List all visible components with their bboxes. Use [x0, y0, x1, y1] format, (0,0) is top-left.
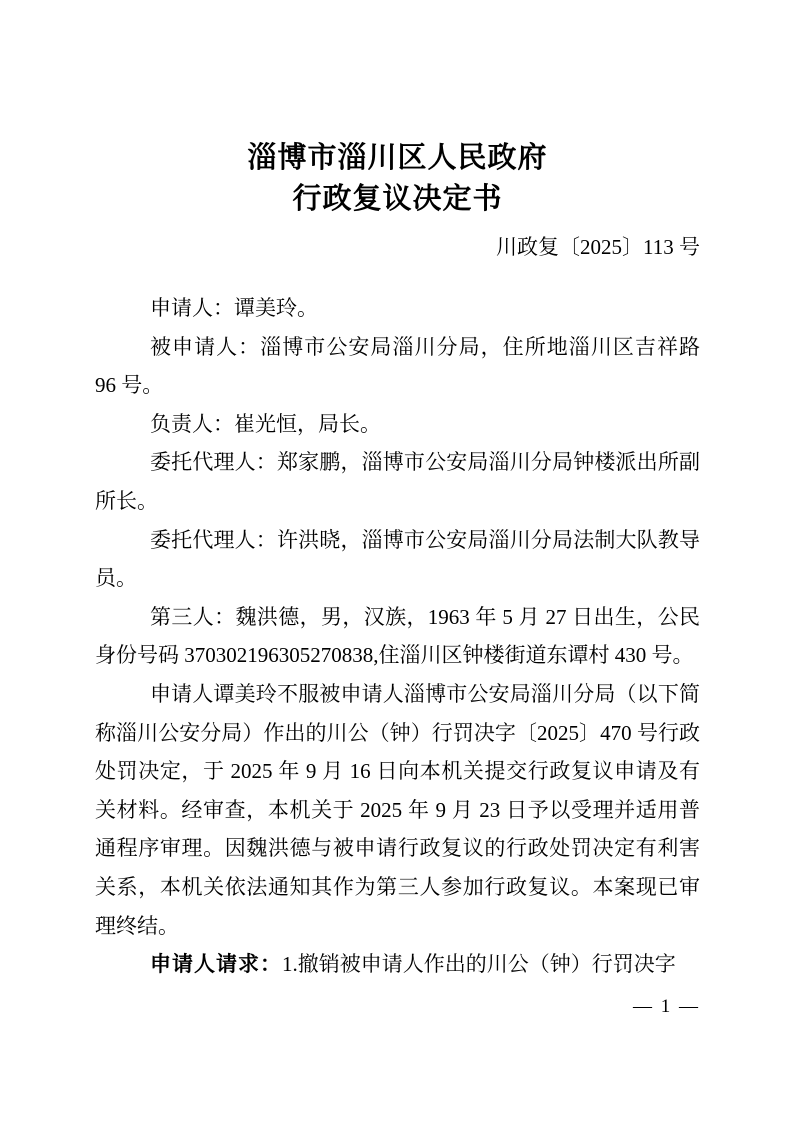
paragraph — [95, 945, 700, 985]
document-number: 川政复〔2025〕113 号 — [496, 235, 700, 259]
paragraph — [95, 289, 700, 328]
paragraph — [95, 405, 700, 444]
paragraph-text: 委托代理人：郑家鹏，淄博市公安局淄川分局钟楼派出所副所长。 — [95, 450, 700, 513]
document-content — [0, 138, 794, 1020]
paragraph-text: 被申请人：淄博市公安局淄川分局，住所地淄川区吉祥路 96 号。 — [95, 334, 700, 398]
paragraph-text: 负责人：崔光恒，局长。 — [150, 411, 381, 436]
document-title-line2: 行政复议决定书 — [292, 183, 503, 215]
document-title-line1: 淄博市淄川区人民政府 — [247, 142, 548, 174]
paragraph-text: 申请人：谭美玲。 — [150, 296, 318, 320]
paragraph — [95, 675, 700, 945]
paragraph-text: 1.撤销被申请人作出的川公（钟）行罚决字 — [282, 952, 676, 977]
paragraph-text: 委托代理人：许洪晓，淄博市公安局淄川分局法制大队教导员。 — [95, 527, 700, 591]
paragraph — [95, 521, 700, 598]
paragraph-text: 申请人谭美玲不服被申请人淄博市公安局淄川分局（以下简称淄川公安分局）作出的川公（钟）行罚决字〔2025〕470 号行政处罚决定，于 2025 年 9 月 16 日向本机关提交行政复议申请及有关材料。经审查，本机关于 2025 年 9 月 23 日予以受理并适用普通程序审理。因魏洪德与被申请行政复议的行政处罚决定有利害关系，本机关依法通知其作为第三人参加行政复议。本案现已审理终结。 — [95, 681, 700, 938]
page-number: — 1 — — [633, 995, 700, 1017]
paragraph — [95, 443, 700, 520]
paragraph — [95, 328, 700, 405]
paragraph-text: 第三人：魏洪德，男，汉族，1963 年 5 月 27 日出生，公民身份号码 370302196305270838,住淄川区钟楼街道东谭村 430 号。 — [95, 604, 700, 668]
paragraph — [95, 598, 700, 675]
document-title — [95, 138, 700, 220]
paragraph-lead: 申请人请求： — [150, 953, 282, 977]
document-body — [95, 289, 700, 985]
